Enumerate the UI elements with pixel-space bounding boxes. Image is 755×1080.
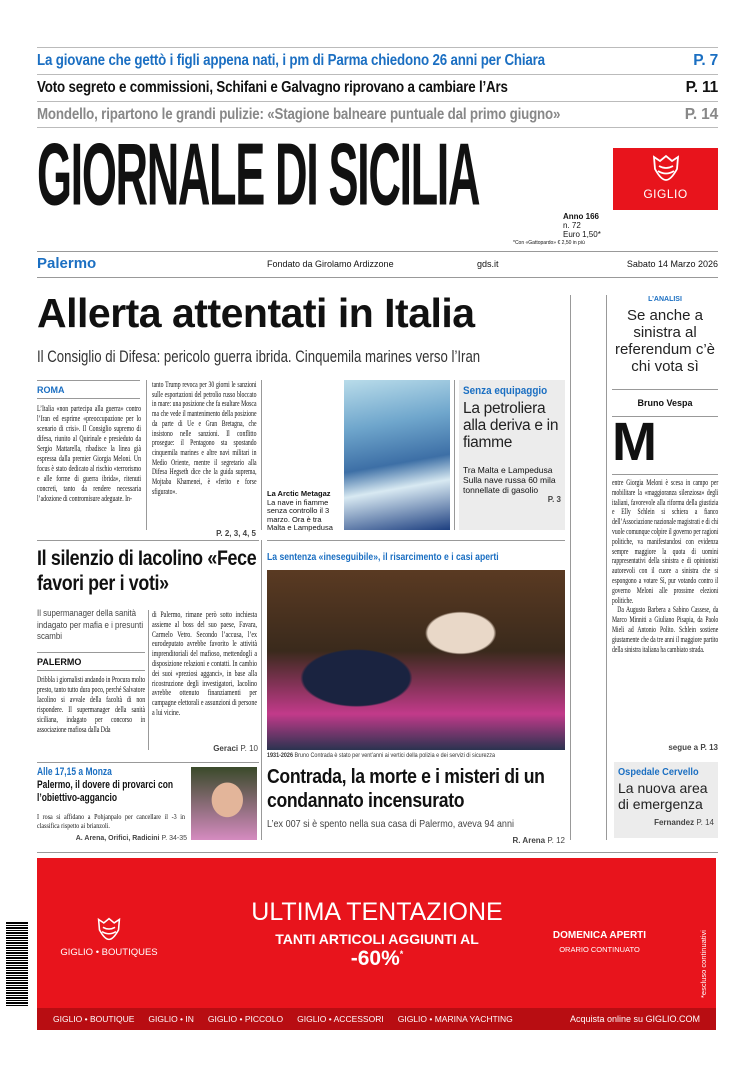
ad-hours: ORARIO CONTINUATO xyxy=(559,945,640,954)
numero: n. 72 xyxy=(563,221,581,230)
dateline xyxy=(37,255,718,272)
ad-store-strip xyxy=(37,1008,716,1030)
contrada-headline[interactable]: Contrada, la morte e i misteri di un condannato incensurato xyxy=(267,765,545,812)
ad-brand: GIGLIO • BOUTIQUES xyxy=(60,947,158,958)
analisi-text xyxy=(612,478,718,654)
sport[interactable] xyxy=(37,766,188,805)
contrada-caption xyxy=(267,752,495,759)
founded: Fondato da Girolamo Ardizzone xyxy=(267,258,394,269)
analisi[interactable] xyxy=(612,296,718,375)
cervello-author: Fernandez xyxy=(654,818,695,827)
sport-headline: Palermo, il dovere di provarci con l’obiettivo-aggancio xyxy=(37,779,174,804)
contrada-section: La sentenza «ineseguibile», il risarcimento e i casi aperti xyxy=(267,551,499,563)
ad-discount: -60% xyxy=(350,947,400,970)
iacolino-kicker: PALERMO xyxy=(37,657,82,667)
contrada-photo[interactable] xyxy=(267,570,565,750)
iacolino-page: P. 10 xyxy=(240,744,258,753)
cervello-title: La nuova area di emergenza xyxy=(618,780,708,812)
store-accessori: GIGLIO • ACCESSORI xyxy=(297,1014,384,1024)
edition-info xyxy=(563,212,601,239)
box-cervello[interactable] xyxy=(614,762,718,838)
iacolino-col2: di Palermo, rimane però sotto inchiesta assieme al boss del suo paese, Favara, Carmelo Vetro. Secondo l’accusa, l’ex eurodeputato avrebbe favorito le attività imprenditoriali del mafioso, mettendogli a disposizione relazioni e contatti. In cambio dei suoi «preziosi agganci», in base alla ricostruzione degli investigatori, Iacolino avrebbe ottenuto finanziamenti per campagne elettorali e assunzioni di persone a lui vicine. xyxy=(152,609,257,717)
date: Sabato 14 Marzo 2026 xyxy=(626,258,718,269)
teaser-page: P. 14 xyxy=(684,106,718,123)
teaser-page: P. 7 xyxy=(693,52,718,69)
contrada-page: P. 12 xyxy=(547,836,565,845)
box-ship[interactable] xyxy=(459,380,565,530)
teaser-page: P. 11 xyxy=(685,79,718,96)
analisi-title: Se anche a sinistra al referendum c’è chi vota sì xyxy=(614,307,716,375)
ship-photo[interactable] xyxy=(344,380,450,530)
lead-headline[interactable]: Allerta attentati in Italia xyxy=(37,290,475,336)
giglio-logo[interactable] xyxy=(613,148,718,210)
analisi-label: L’ANALISI xyxy=(648,296,682,303)
ship-caption-text: La nave in fiamme senza controllo il 3 marzo. Ora è tra Malta e Lampedusa xyxy=(267,497,333,533)
ad-open: DOMENICA APERTI xyxy=(552,930,647,941)
ship-caption-title: La Arctic Metagaz xyxy=(267,489,331,498)
city: Palermo xyxy=(37,255,97,272)
iacolino-subhead: Il supermanager della sanità indagato per mafia e i presunti scambi xyxy=(37,608,144,642)
player-photo[interactable] xyxy=(191,767,257,840)
ad-line2: TANTI ARTICOLI AGGIUNTI AL xyxy=(275,931,479,947)
ship-caption xyxy=(267,490,342,533)
teaser-text: Voto segreto e commissioni, Schifani e Galvagno riprovano a cambiare l’Ars xyxy=(37,79,508,96)
analisi-follow[interactable]: segue a P. 13 xyxy=(668,743,718,752)
box-ship-kicker: Senza equipaggio xyxy=(463,385,548,397)
lead-col1: L’Italia «non partecipa alla guerra» contro l’Iran ed esprime «preoccupazione per lo scenario di crisi». Il Consiglio supremo di difesa, riunito al Quirinale e presieduto da Sergio Mattarella, ribadisce la linea già espressa dalla premier Giorgia Meloni. Un focus è stato dedicato al rischio «terrorismo e alle forme di guerra ibrida», ritenuti concreti, tanto da rendere necessaria l’adozione di contromisure adeguate. In- xyxy=(37,403,142,503)
iacolino-headline[interactable]: Il silenzio di Iacolino «Fece favori per i voti» xyxy=(37,547,257,595)
logo-text: GIGLIO xyxy=(643,187,688,201)
teaser-1[interactable] xyxy=(37,47,718,74)
teaser-text: La giovane che gettò i figli appena nati, i pm di Parma chiedono 26 anni per Chiara xyxy=(37,52,545,69)
price-note: *Con «Gattopardo» € 2,50 in più xyxy=(513,240,585,246)
lead-subhead: Il Consiglio di Difesa: pericolo guerra ibrida. Cinquemila marines verso l’Iran xyxy=(37,348,481,366)
prezzo: Euro 1,50* xyxy=(563,230,601,239)
caption-years: 1931-2026 xyxy=(267,752,293,759)
sport-kicker: Alle 17,15 a Monza xyxy=(37,766,112,778)
sport-pages: P. 34-35 xyxy=(161,835,187,842)
lead-kicker: ROMA xyxy=(37,385,65,395)
box-ship-text: Tra Malta e Lampedusa Sulla nave russa 60 mila tonnellate di gasolio xyxy=(463,465,556,495)
iacolino-author: Geraci xyxy=(213,744,239,753)
caption-text: Bruno Contrada è stato per vent’anni ai vertici della polizia e dei servizi di sicurezza xyxy=(294,752,495,759)
iacolino-col1: Dribbla i giornalisti andando in Procura molto presto, tanto tutto dura poco, perché Salvatore Iacolino si avvale della facoltà di non rispondere. Il supermanager della sanità siciliana, indagato per concorso in associazione mafiosa dalla Dda xyxy=(37,674,146,734)
teaser-text: Mondello, ripartono le grandi pulizie: «Stagione balneare puntuale dal primo giugno» xyxy=(37,106,561,123)
cervello-page: P. 14 xyxy=(696,818,714,827)
lead-col2: tanto Trump revoca per 30 giorni le sanzioni sulle esportazioni del petrolio russo bloccato in mare: una posizione che fa esultare Mosca ma che vede il mantenimento della posizione da parte di Ue e Gran Bretagna, che insistono nelle sanzioni. Il conflitto prosegue: il Pentagono sta spostando cinquemila marines e altre navi militari in Medio Oriente, mentre il segretario alla Difesa Hegseth dice che la guida suprema, Mojtaba Khamenei, è «ferito e forse sfigurato». xyxy=(152,379,257,496)
sport-text: I rosa si affidano a Pohjanpalo per cancellare il -3 in classifica rispetto ai brianzoli. xyxy=(37,812,185,831)
lily-icon xyxy=(651,154,681,182)
lead-pages: P. 2, 3, 4, 5 xyxy=(216,529,256,538)
barcode xyxy=(6,922,28,1006)
store-in: GIGLIO • IN xyxy=(148,1014,194,1024)
store-piccolo: GIGLIO • PICCOLO xyxy=(207,1014,284,1024)
teaser-2[interactable] xyxy=(37,74,718,101)
analisi-para-2: Da Augusto Barbera a Sabino Cassese, da Marco Minniti a Giuliano Pisapia, da Paolo Mieli ad Antonio Polito. Schlein sostiene giustamente che da tre anni il maggiore partito della sinistra italiana ha cambiato strada. xyxy=(612,604,719,654)
box-ship-page: P. 3 xyxy=(547,495,561,504)
ad-star: * xyxy=(399,949,404,959)
anno: Anno 166 xyxy=(563,212,600,221)
box-ship-title: La petroliera alla deriva e in fiamme xyxy=(463,400,559,451)
drop-cap: M xyxy=(612,412,657,472)
masthead-title: GIORNALE DI SICILIA xyxy=(37,124,480,224)
contrada-author: R. Arena xyxy=(512,836,546,845)
contrada-subhead: L’ex 007 si è spento nella sua casa di Palermo, aveva 94 anni xyxy=(267,818,514,830)
ad-note: *escluso continuativi xyxy=(699,930,708,998)
analisi-para-1: entre Giorgia Meloni è scesa in campo per mobilitare la «maggioranza silenziosa» degli italiani, favorevole alla riforma della giustizia e Elly Schlein si schiera a fianco dell’Associazione nazionale magistrati e di chi vuole comunque colpire il governo per ragioni politiche, va manifestandosi con evidenza sempre maggiore la quota di uomini rappresentativi della sinistra e di opinionisti autorevoli con il cuore a sinistra che si espongono a votare Sì, pur votando contro il governo Meloni alle prossime elezioni politiche. xyxy=(612,477,719,605)
store-boutique: GIGLIO • BOUTIQUE xyxy=(53,1014,135,1024)
ad-online-link[interactable]: Acquista online su GIGLIO.COM xyxy=(569,1014,700,1024)
store-marina-yachting: GIGLIO • MARINA YACHTING xyxy=(397,1014,513,1024)
site-link[interactable]: gds.it xyxy=(477,258,499,269)
analisi-author: Bruno Vespa xyxy=(637,398,693,408)
sport-authors: A. Arena, Orifici, Radicini xyxy=(75,835,160,842)
lily-icon xyxy=(96,916,122,942)
giglio-ad[interactable] xyxy=(37,858,716,1030)
ad-title: ULTIMA TENTAZIONE xyxy=(251,898,503,926)
cervello-kicker: Ospedale Cervello xyxy=(618,766,699,778)
